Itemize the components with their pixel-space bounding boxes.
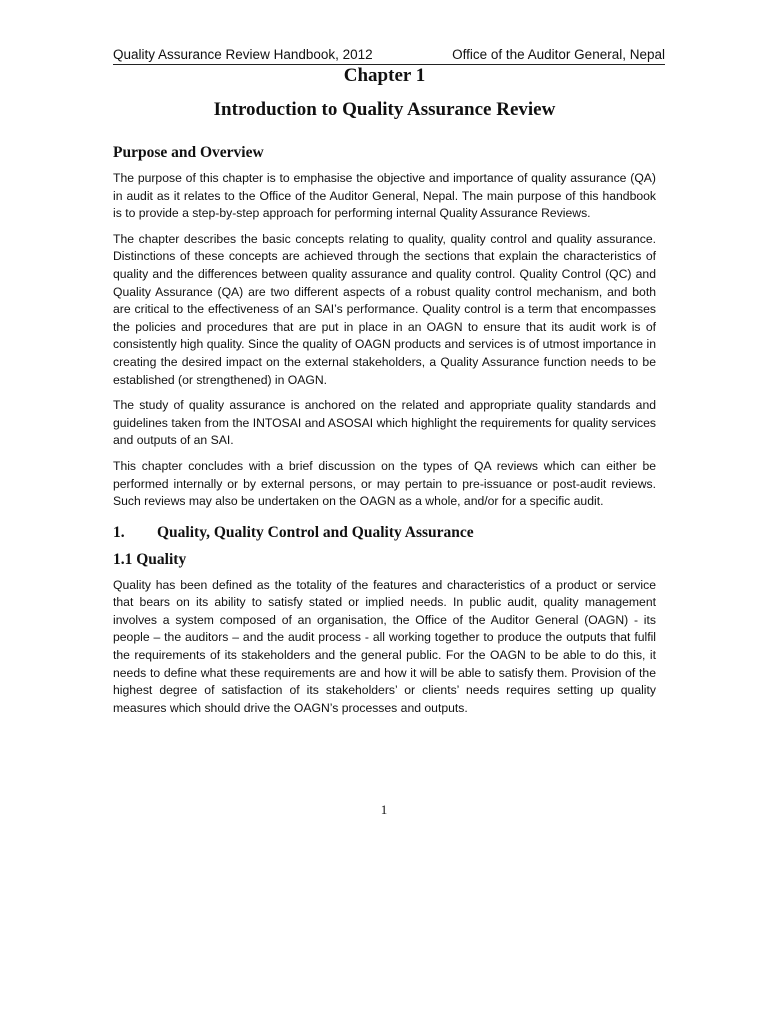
running-header — [113, 45, 665, 65]
purpose-paragraph-4: This chapter concludes with a brief discussion on the types of QA reviews which can either be performed internally or by external persons, or may pertain to pre-issuance or post-audit reviews. Such reviews may also be undertaken on the OAGN as a whole, and/or for a specific audit. — [113, 458, 656, 509]
page-content — [113, 63, 656, 725]
purpose-paragraph-3: The study of quality assurance is anchored on the related and appropriate quality standards and guidelines taken from the INTOSAI and ASOSAI which highlight the requirements for quality services and outputs of an SAI. — [113, 398, 656, 448]
subsection-1-1-heading: 1.1 Quality — [113, 550, 187, 568]
header-office-name: Office of the Auditor General, Nepal — [452, 47, 665, 62]
purpose-paragraph-2: The chapter describes the basic concepts relating to quality, quality control and quality assurance. Distinctions of these concepts are achieved through the sections that explain the characteristics of quality and the differences between quality assurance and quality control. Quality Control (QC) and Quality Assurance (QA) are two different aspects of a robust quality control mechanism, and both are critical to the effectiveness of an SAI’s performance. Quality control is a term that encompasses the policies and procedures that are put in place in an OAGN to ensure that its audit work is of consistently high quality. Since the quality of OAGN products and services is of utmost importance in creating the desired impact on the external stakeholders, a Quality Assurance function needs to be established (or strengthened) in OAGN. — [113, 231, 656, 387]
header-handbook-title: Quality Assurance Review Handbook, 2012 — [113, 47, 373, 62]
page-number: 1 — [380, 802, 388, 817]
purpose-heading: Purpose and Overview — [113, 144, 264, 161]
quality-paragraph: Quality has been defined as the totality of the features and characteristics of a product or service that bears on its ability to satisfy stated or implied needs. In public audit, quality management involves a system composed of an organisation, the Office of the Auditor General (OAGN) - its people – the auditors – and the audit process - all working together to produce the outputs that fulfil the requirements of its stakeholders and the general public. For the OAGN to be able to do this, it needs to define what these requirements are and how it will be able to satisfy them. Provision of the highest degree of satisfaction of its stakeholders’ or clients’ needs requires setting up quality measures which should drive the OAGN’s processes and outputs. — [113, 577, 656, 715]
section-1-title: Quality, Quality Control and Quality Assurance — [157, 523, 474, 541]
chapter-label: Chapter 1 — [343, 65, 426, 86]
section-1-number: 1. — [113, 523, 125, 541]
section-1-heading — [113, 523, 656, 543]
chapter-title: Introduction to Quality Assurance Review — [213, 99, 556, 120]
purpose-paragraph-1: The purpose of this chapter is to emphasise the objective and importance of quality assurance (QA) in audit as it relates to the Office of the Auditor General, Nepal. The main purpose of this handbook is to provide a step-by-step approach for performing internal Quality Assurance Reviews. — [113, 171, 656, 221]
